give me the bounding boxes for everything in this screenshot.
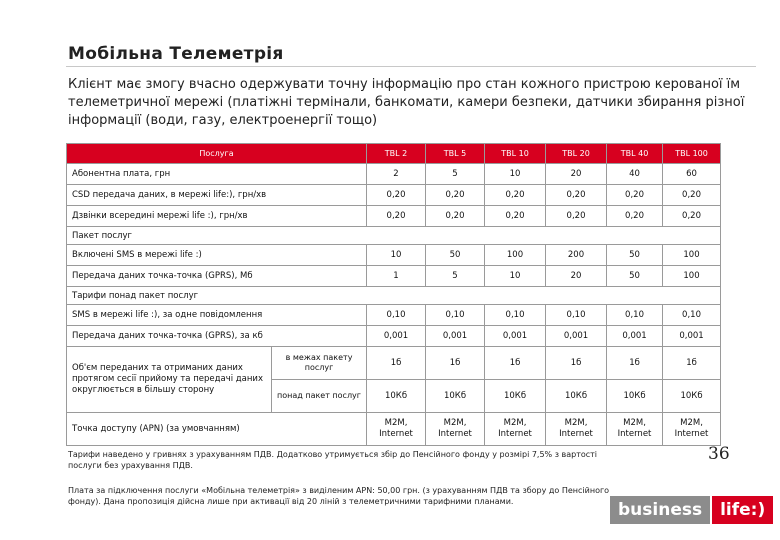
- table-cell: 100: [663, 266, 721, 287]
- table-cell: 0,10: [546, 305, 607, 326]
- table-cell: 60: [663, 164, 721, 185]
- table-cell: 40: [607, 164, 663, 185]
- table-cell: 2: [367, 164, 426, 185]
- table-cell: 0,20: [485, 206, 546, 227]
- table-cell: 1б: [663, 347, 721, 380]
- table-cell: 0,10: [367, 305, 426, 326]
- table-cell: 10Кб: [367, 380, 426, 413]
- logo-life-part: life:): [710, 496, 773, 524]
- footnote-connection: Плата за підключення послуги «Мобільна телеметрія» з виділеним APN: 50,00 грн. (з урахуванням ПДВ та збору до Пенсійного фонду). Дана пропозиція дійсна лише при активації від 20 ліній з телеметричними тарифними планами.: [68, 486, 610, 506]
- section-package-label: Пакет послуг: [67, 227, 721, 245]
- table-header-row: [67, 144, 721, 164]
- table-cell: 10Кб: [607, 380, 663, 413]
- table-cell: 5: [426, 266, 485, 287]
- table-cell: 0,001: [546, 326, 607, 347]
- table-cell: 0,20: [485, 185, 546, 206]
- row-label: Точка доступу (APN) (за умовчанням): [67, 413, 367, 446]
- intro-text: Клієнт має змогу вчасно одержувати точну інформацію про стан кожного пристрою керованої їм телеметричної мережі (платіжні термінали, банкомати, камери безпеки, датчики збирання різної інформації (води, газу, електроенергії тощо): [68, 77, 745, 128]
- row-label: Передача даних точка-точка (GPRS), за кб: [67, 326, 367, 347]
- table-cell: 20: [546, 266, 607, 287]
- table-row: [67, 413, 721, 446]
- table-row: [67, 185, 721, 206]
- business-life-logo: [610, 496, 773, 524]
- tariff-table: [66, 143, 721, 446]
- rounding-label: Об'єм переданих та отриманих даних протягом сесії прийому та передачі даних округлюється в більшу сторону: [67, 347, 272, 413]
- table-cell: M2M, Internet: [607, 413, 663, 446]
- table-cell: 10Кб: [485, 380, 546, 413]
- table-cell: M2M, Internet: [663, 413, 721, 446]
- table-cell: 100: [485, 245, 546, 266]
- table-row: [67, 164, 721, 185]
- table-cell: 0,20: [607, 206, 663, 227]
- table-cell: 1б: [367, 347, 426, 380]
- table-row: [67, 305, 721, 326]
- table-cell: 50: [607, 245, 663, 266]
- table-cell: 0,20: [426, 185, 485, 206]
- table-cell: 0,20: [663, 206, 721, 227]
- header-plan: TBL 2: [367, 144, 426, 164]
- table-cell: M2M, Internet: [367, 413, 426, 446]
- table-row: [67, 326, 721, 347]
- rounding-beyond-label: понад пакет послуг: [272, 380, 367, 413]
- header-plan: TBL 100: [663, 144, 721, 164]
- header-plan: TBL 5: [426, 144, 485, 164]
- table-cell: 1б: [546, 347, 607, 380]
- table-cell: 10Кб: [663, 380, 721, 413]
- header-service: Послуга: [67, 144, 367, 164]
- row-label: Дзвінки всередині мережі life :), грн/хв: [67, 206, 367, 227]
- table-cell: 10: [485, 164, 546, 185]
- table-cell: 50: [426, 245, 485, 266]
- table-cell: 0,20: [426, 206, 485, 227]
- table-cell: 0,001: [367, 326, 426, 347]
- table-cell: M2M, Internet: [426, 413, 485, 446]
- row-label: SMS в мережі life :), за одне повідомлення: [67, 305, 367, 326]
- page-number: 36: [708, 444, 730, 464]
- table-cell: 5: [426, 164, 485, 185]
- row-label: Передача даних точка-точка (GPRS), Мб: [67, 266, 367, 287]
- table-cell: 0,10: [663, 305, 721, 326]
- table-row: [67, 206, 721, 227]
- table-cell: 0,10: [607, 305, 663, 326]
- table-cell: 100: [663, 245, 721, 266]
- table-cell: 0,20: [663, 185, 721, 206]
- table-cell: 0,001: [485, 326, 546, 347]
- table-cell: 20: [546, 164, 607, 185]
- table-cell: 200: [546, 245, 607, 266]
- table-cell: 0,20: [367, 185, 426, 206]
- table-row: [67, 347, 721, 380]
- header-plan: TBL 40: [607, 144, 663, 164]
- table-cell: 0,10: [426, 305, 485, 326]
- table-row: [67, 245, 721, 266]
- section-row: [67, 287, 721, 305]
- rounding-within-label: в межах пакету послуг: [272, 347, 367, 380]
- table-cell: 1б: [607, 347, 663, 380]
- title-divider: [66, 66, 756, 67]
- table-cell: 10: [485, 266, 546, 287]
- table-cell: 0,20: [607, 185, 663, 206]
- table-cell: 1: [367, 266, 426, 287]
- table-cell: M2M, Internet: [546, 413, 607, 446]
- footnote-prices: Тарифи наведено у гривнях з урахуванням ПДВ. Додатково утримується збір до Пенсійного фонду у розмірі 7,5% з вартості послуги без урахування ПДВ.: [68, 450, 598, 470]
- table-cell: 0,20: [546, 185, 607, 206]
- table-cell: 0,10: [485, 305, 546, 326]
- row-label: CSD передача даних, в мережі life:), грн/хв: [67, 185, 367, 206]
- table-cell: 10Кб: [546, 380, 607, 413]
- table-cell: 0,20: [367, 206, 426, 227]
- table-cell: 0,001: [607, 326, 663, 347]
- table-cell: 0,001: [663, 326, 721, 347]
- table-cell: 10: [367, 245, 426, 266]
- table-cell: 50: [607, 266, 663, 287]
- table-cell: 10Кб: [426, 380, 485, 413]
- row-label: Абонентна плата, грн: [67, 164, 367, 185]
- table-cell: 0,001: [426, 326, 485, 347]
- page-title: Мобільна Телеметрія: [68, 44, 284, 64]
- section-row: [67, 227, 721, 245]
- header-plan: TBL 10: [485, 144, 546, 164]
- logo-business-part: business: [610, 496, 710, 524]
- header-plan: TBL 20: [546, 144, 607, 164]
- table-cell: 1б: [485, 347, 546, 380]
- table-cell: M2M, Internet: [485, 413, 546, 446]
- table-row: [67, 266, 721, 287]
- table-cell: 0,20: [546, 206, 607, 227]
- table-cell: 1б: [426, 347, 485, 380]
- row-label: Включені SMS в мережі life :): [67, 245, 367, 266]
- section-over-label: Тарифи понад пакет послуг: [67, 287, 721, 305]
